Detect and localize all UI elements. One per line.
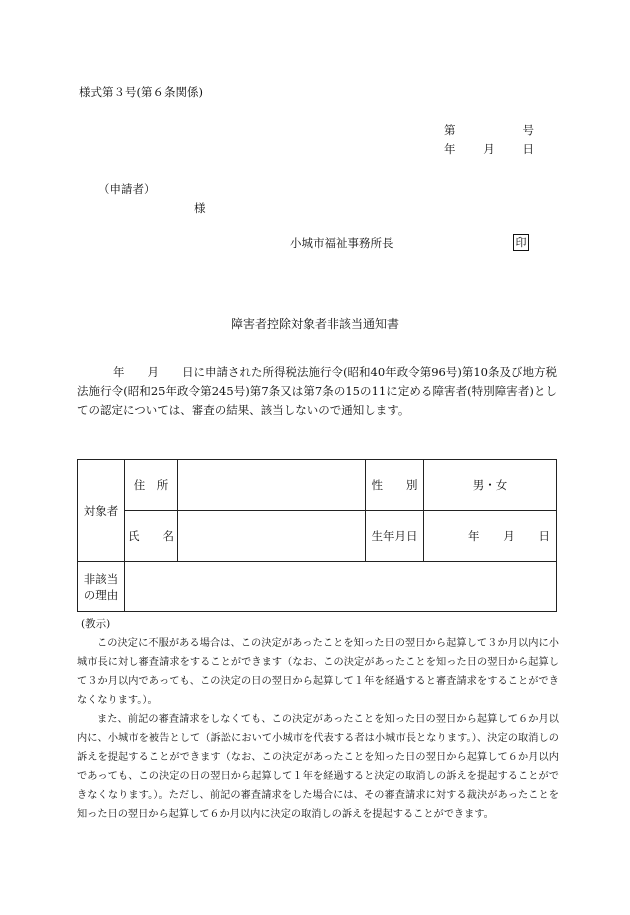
document-number-line: [444, 122, 534, 138]
name-label: 氏 名: [125, 511, 178, 562]
reason-label-line-1: 非該当: [83, 571, 119, 586]
applicant-label: （申請者）: [98, 182, 156, 196]
form-number: 様式第３号(第６条関係): [79, 85, 203, 99]
notice-paragraph-2: また、前記の審査請求をしなくても、この決定があったことを知った日の翌日から起算して６か月以内に、小城市を被告として（訴訟において小城市を代表する者は小城市長となります。）、決定の取消しの訴えを提起することができます（なお、この決定があったことを知った日の翌日から起算して６か月以内であっても、この決定の日の翌日から起算して１年を経過すると決定の取消しの訴えを提起することができなくなります。）。ただし、前記の審査請求をした場合には、その審査請求に対する裁決があったことを知った日の翌日から起算して６か月以内に決定の取消しの訴えを提起することができます。: [77, 714, 559, 820]
birth-date-field[interactable]: [424, 511, 557, 562]
birth-year: 年: [468, 529, 480, 543]
reason-field[interactable]: [125, 562, 557, 612]
honorific-sama: 様: [194, 201, 206, 215]
notification-body: 年 月 日に申請された所得税法施行令(昭和40年政令第96号)第10条及び地方税法施行令(昭和25年政令第245号)第7条又は第7条の15の11に定める障害者(特別障害者)としての認定については、審査の結果、該当しないので通知します。: [77, 365, 557, 417]
date-year: 年: [444, 142, 456, 156]
address-field[interactable]: [178, 460, 366, 511]
date-day: 日: [522, 142, 534, 156]
date-month: 月: [483, 142, 495, 156]
seal-mark: 印: [513, 234, 529, 251]
subject-info-table: [77, 459, 557, 612]
reason-label: [78, 562, 125, 612]
birth-month: 月: [503, 529, 515, 543]
address-label: 住 所: [125, 460, 178, 511]
number-go: 号: [522, 123, 534, 137]
birth-date-parts: [424, 528, 556, 544]
document-title: 障害者控除対象者非該当通知書: [230, 317, 399, 331]
subject-label: 対象者: [78, 460, 125, 562]
issuer-name: 小城市福祉事務所長: [290, 236, 394, 250]
notice-heading: (教示): [81, 618, 111, 630]
sex-label: 性 別: [366, 460, 424, 511]
birth-day: 日: [538, 529, 550, 543]
reason-label-line-2: の理由: [83, 587, 119, 602]
birth-label: 生年月日: [366, 511, 424, 562]
sex-value[interactable]: 男・女: [424, 460, 557, 511]
notice-paragraph-1: この決定に不服がある場合は、この決定があったことを知った日の翌日から起算して３か月以内に小城市長に対し審査請求をすることができます（なお、この決定があったことを知った日の翌日から起算して３か月以内であっても、この決定の日の翌日から起算して１年を経過すると審査請求をすることができなくなります。）。: [77, 638, 559, 706]
issue-date-line: [444, 141, 534, 157]
number-dai: 第: [444, 123, 456, 137]
name-field[interactable]: [178, 511, 366, 562]
